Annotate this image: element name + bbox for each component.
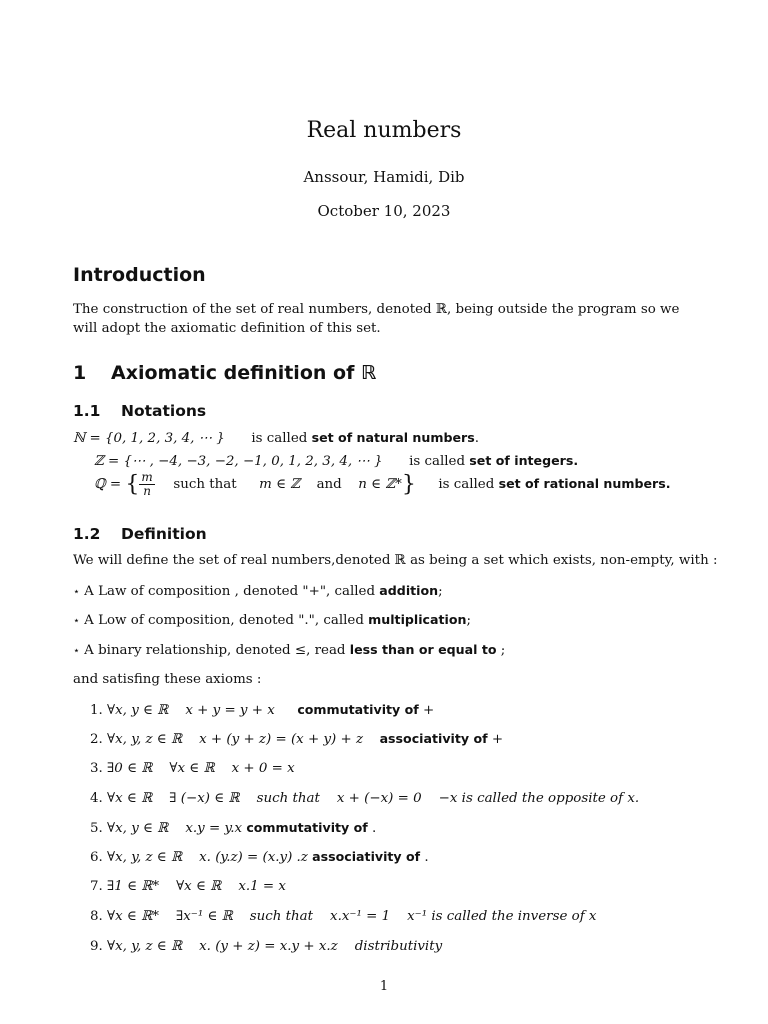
rationals-close-brace: } xyxy=(401,472,416,497)
bullet-bold: less than or equal to xyxy=(349,642,497,657)
item-number: 2. xyxy=(90,732,103,747)
list-item xyxy=(90,879,286,894)
rationals-text: is called xyxy=(438,477,495,492)
item-tail: . xyxy=(424,850,429,865)
item-formula: ∀x, y, z ∈ ℝ x + (y + z) = (x + y) + z xyxy=(107,732,364,747)
item-number: 8. xyxy=(90,909,103,924)
list-item xyxy=(90,939,442,954)
integers-line xyxy=(94,453,578,469)
item-number: 6. xyxy=(90,850,103,865)
naturals-formula: ℕ = {0, 1, 2, 3, 4, ⋯ } xyxy=(73,431,225,446)
naturals-bold: set of natural numbers xyxy=(311,430,475,445)
definition-intro: We will define the set of real numbers,denoted ℝ as being a set which exists, non-empty, with : xyxy=(73,553,718,568)
subsection-1-2-heading xyxy=(73,525,207,543)
item-formula: ∀x ∈ ℝ* ∃x⁻¹ ∈ ℝ such that x.x⁻¹ = 1 x⁻¹ is called the inverse of x xyxy=(107,909,597,924)
subsection-title: Definition xyxy=(121,525,207,543)
bullet-text: A binary relationship, denoted ≤, read xyxy=(84,643,346,658)
item-formula: ∀x, y, z ∈ ℝ x. (y + z) = x.y + x.z distributivity xyxy=(107,939,443,954)
list-item xyxy=(90,731,503,747)
rationals-such-that: such that xyxy=(173,477,237,492)
bullet-end: ; xyxy=(466,613,471,628)
bullet-end: ; xyxy=(500,643,506,658)
rationals-cond2: n ∈ ℤ* xyxy=(358,477,402,492)
item-number: 9. xyxy=(90,939,103,954)
bullet-bold: addition xyxy=(379,583,439,598)
list-item xyxy=(90,849,429,865)
item-number: 1. xyxy=(90,703,103,718)
subsection-1-1-heading xyxy=(73,402,206,420)
rationals-bold: set of rational numbers. xyxy=(498,476,671,491)
item-number: 3. xyxy=(90,761,103,776)
item-number: 4. xyxy=(90,791,103,806)
bullet-text: A Low of composition, denoted ".", called xyxy=(84,613,364,628)
rationals-line xyxy=(94,471,671,498)
item-formula: ∀x, y, z ∈ ℝ x. (y.z) = (x.y) .z xyxy=(107,850,308,865)
axioms-intro: and satisfing these axioms : xyxy=(73,672,262,687)
naturals-text: is called xyxy=(251,431,308,446)
fraction-denominator: n xyxy=(143,484,151,498)
item-bold: associativity of xyxy=(379,731,488,746)
bullet-text: A Law of composition , denoted "+", called xyxy=(84,584,376,599)
naturals-end: . xyxy=(474,431,479,446)
document-title: Real numbers xyxy=(306,118,462,143)
star-icon: ⋆ xyxy=(73,614,80,627)
item-formula: ∀x ∈ ℝ ∃ (−x) ∈ ℝ such that x + (−x) = 0 −x is called the opposite of x. xyxy=(107,791,640,806)
document-date: October 10, 2023 xyxy=(317,202,451,220)
section-1-heading xyxy=(73,362,376,384)
fraction-numerator: m xyxy=(141,470,153,484)
rationals-and: and xyxy=(316,477,342,492)
subsection-number: 1.2 xyxy=(73,525,101,543)
bullet-end: ; xyxy=(438,584,443,599)
section-number: 1 xyxy=(73,362,87,384)
item-bold: commutativity of xyxy=(297,702,419,717)
integers-bold: set of integers. xyxy=(469,453,579,468)
item-number: 5. xyxy=(90,821,103,836)
star-icon: ⋆ xyxy=(73,585,80,598)
item-number: 7. xyxy=(90,879,103,894)
introduction-paragraph: The construction of the set of real numbers, denoted ℝ, being outside the program so we will adopt the axiomatic definition of this set. xyxy=(73,302,680,336)
item-bold: associativity of xyxy=(312,849,421,864)
integers-formula: ℤ = {⋯ , −4, −3, −2, −1, 0, 1, 2, 3, 4, ⋯ } xyxy=(94,454,383,469)
list-item xyxy=(90,909,596,924)
rationals-open-brace: { xyxy=(125,472,140,497)
rationals-cond1: m ∈ ℤ xyxy=(259,477,301,492)
subsection-number: 1.1 xyxy=(73,402,101,420)
item-tail: . xyxy=(372,821,377,836)
rationals-lhs: ℚ = xyxy=(94,477,122,492)
subsection-title: Notations xyxy=(121,402,207,420)
item-bold: commutativity of xyxy=(246,820,368,835)
list-item xyxy=(90,791,639,806)
rationals-fraction xyxy=(139,471,154,498)
list-item xyxy=(90,761,295,776)
naturals-line xyxy=(73,430,479,446)
document-authors: Anssour, Hamidi, Dib xyxy=(303,168,465,186)
item-formula: ∀x, y ∈ ℝ x.y = y.x xyxy=(107,821,243,836)
introduction-heading: Introduction xyxy=(73,264,206,286)
list-item xyxy=(90,820,376,836)
bullet-item xyxy=(73,642,505,658)
bullet-bold: multiplication xyxy=(368,612,467,627)
item-formula: ∃1 ∈ ℝ* ∀x ∈ ℝ x.1 = x xyxy=(107,879,286,894)
page-number: 1 xyxy=(379,979,389,994)
item-tail: + xyxy=(491,732,504,747)
item-formula: ∃0 ∈ ℝ ∀x ∈ ℝ x + 0 = x xyxy=(107,761,295,776)
item-tail: + xyxy=(423,703,435,718)
bullet-item xyxy=(73,583,443,599)
integers-text: is called xyxy=(409,454,466,469)
list-item xyxy=(90,702,434,718)
bullet-item xyxy=(73,612,471,628)
item-formula: ∀x, y ∈ ℝ x + y = y + x xyxy=(107,703,275,718)
star-icon: ⋆ xyxy=(73,644,80,657)
section-title: Axiomatic definition of ℝ xyxy=(111,362,377,384)
